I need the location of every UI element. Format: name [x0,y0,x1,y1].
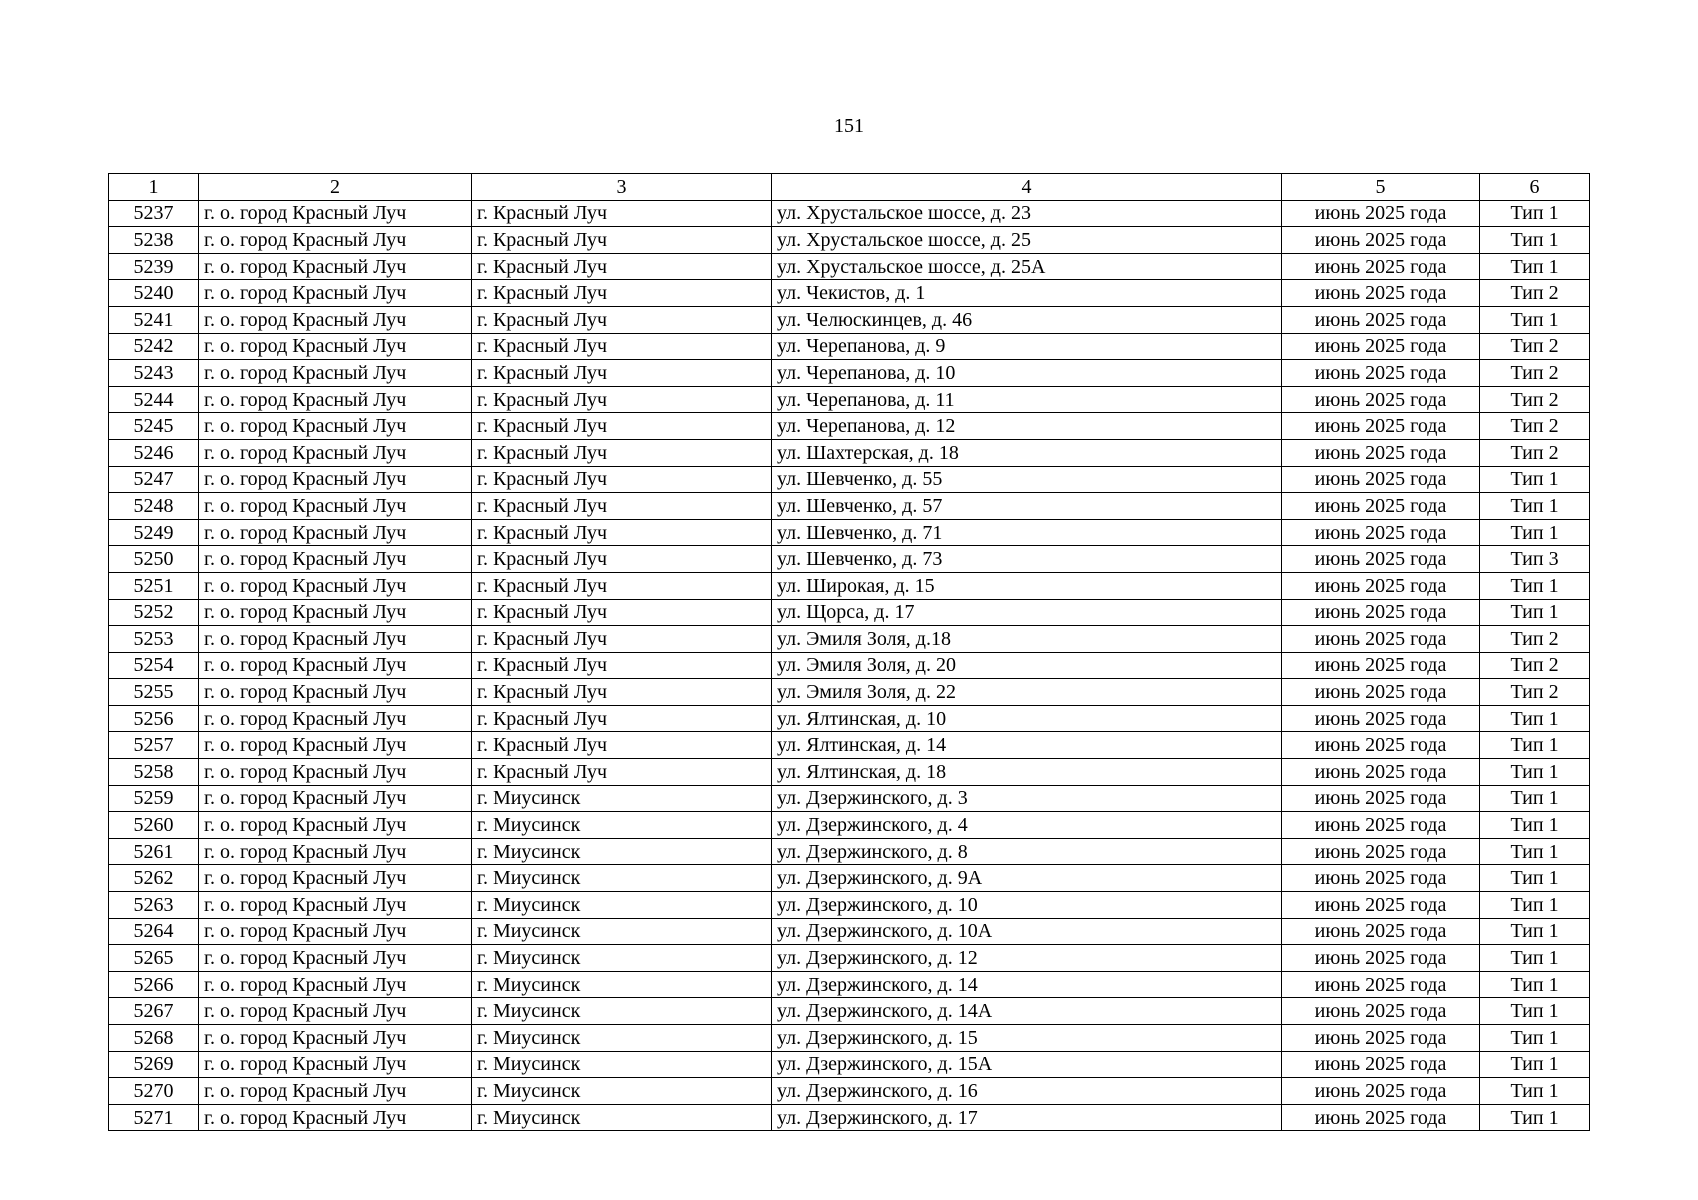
table-row [109,679,1590,706]
cell-municipality: г. о. город Красный Луч [199,838,472,865]
cell-settlement: г. Красный Луч [472,253,772,280]
cell-type: Тип 1 [1480,812,1590,839]
cell-municipality: г. о. город Красный Луч [199,918,472,945]
cell-type: Тип 1 [1480,466,1590,493]
cell-settlement: г. Красный Луч [472,759,772,786]
cell-row-number: 5238 [109,227,199,254]
table-row [109,466,1590,493]
table-row [109,519,1590,546]
cell-municipality: г. о. город Красный Луч [199,892,472,919]
cell-address: ул. Дзержинского, д. 17 [772,1104,1282,1131]
cell-row-number: 5257 [109,732,199,759]
header-row [109,174,1590,201]
table-header [109,174,1590,201]
cell-settlement: г. Миусинск [472,1078,772,1105]
cell-address: ул. Черепанова, д. 11 [772,386,1282,413]
cell-settlement: г. Красный Луч [472,705,772,732]
cell-municipality: г. о. город Красный Луч [199,998,472,1025]
table-body [109,200,1590,1131]
cell-settlement: г. Красный Луч [472,626,772,653]
cell-municipality: г. о. город Красный Луч [199,280,472,307]
cell-municipality: г. о. город Красный Луч [199,546,472,573]
cell-settlement: г. Красный Луч [472,546,772,573]
cell-settlement: г. Красный Луч [472,493,772,520]
cell-address: ул. Дзержинского, д. 15А [772,1051,1282,1078]
cell-settlement: г. Красный Луч [472,280,772,307]
cell-settlement: г. Красный Луч [472,306,772,333]
cell-settlement: г. Миусинск [472,892,772,919]
cell-settlement: г. Красный Луч [472,732,772,759]
cell-type: Тип 2 [1480,652,1590,679]
cell-municipality: г. о. город Красный Луч [199,732,472,759]
cell-type: Тип 1 [1480,892,1590,919]
cell-type: Тип 1 [1480,572,1590,599]
cell-row-number: 5239 [109,253,199,280]
cell-row-number: 5245 [109,413,199,440]
cell-municipality: г. о. город Красный Луч [199,599,472,626]
cell-settlement: г. Миусинск [472,918,772,945]
cell-period: июнь 2025 года [1282,280,1480,307]
cell-period: июнь 2025 года [1282,1078,1480,1105]
cell-type: Тип 1 [1480,759,1590,786]
cell-row-number: 5246 [109,439,199,466]
cell-address: ул. Эмиля Золя, д. 20 [772,652,1282,679]
cell-period: июнь 2025 года [1282,333,1480,360]
cell-row-number: 5263 [109,892,199,919]
cell-settlement: г. Миусинск [472,998,772,1025]
table-row [109,785,1590,812]
cell-settlement: г. Миусинск [472,812,772,839]
cell-address: ул. Черепанова, д. 12 [772,413,1282,440]
cell-settlement: г. Красный Луч [472,572,772,599]
cell-address: ул. Дзержинского, д. 14 [772,971,1282,998]
cell-address: ул. Дзержинского, д. 3 [772,785,1282,812]
cell-settlement: г. Миусинск [472,1104,772,1131]
cell-type: Тип 1 [1480,1078,1590,1105]
cell-address: ул. Эмиля Золя, д.18 [772,626,1282,653]
cell-period: июнь 2025 года [1282,572,1480,599]
cell-period: июнь 2025 года [1282,546,1480,573]
cell-address: ул. Шевченко, д. 57 [772,493,1282,520]
cell-settlement: г. Красный Луч [472,413,772,440]
table-row [109,493,1590,520]
cell-municipality: г. о. город Красный Луч [199,572,472,599]
cell-address: ул. Хрустальское шоссе, д. 23 [772,200,1282,227]
cell-period: июнь 2025 года [1282,439,1480,466]
cell-row-number: 5259 [109,785,199,812]
cell-period: июнь 2025 года [1282,253,1480,280]
cell-settlement: г. Миусинск [472,838,772,865]
header-cell-6: 6 [1480,174,1590,201]
table-row [109,945,1590,972]
table-row [109,865,1590,892]
cell-address: ул. Дзержинского, д. 8 [772,838,1282,865]
cell-address: ул. Хрустальское шоссе, д. 25 [772,227,1282,254]
cell-type: Тип 1 [1480,838,1590,865]
cell-settlement: г. Красный Луч [472,227,772,254]
cell-period: июнь 2025 года [1282,227,1480,254]
table-row [109,1051,1590,1078]
cell-settlement: г. Миусинск [472,865,772,892]
cell-settlement: г. Миусинск [472,971,772,998]
table-row [109,1104,1590,1131]
cell-row-number: 5266 [109,971,199,998]
cell-address: ул. Ялтинская, д. 18 [772,759,1282,786]
table-row [109,892,1590,919]
cell-settlement: г. Красный Луч [472,466,772,493]
cell-municipality: г. о. город Красный Луч [199,227,472,254]
table-row [109,200,1590,227]
cell-municipality: г. о. город Красный Луч [199,759,472,786]
cell-municipality: г. о. город Красный Луч [199,386,472,413]
cell-period: июнь 2025 года [1282,306,1480,333]
table-row [109,546,1590,573]
cell-municipality: г. о. город Красный Луч [199,333,472,360]
cell-type: Тип 2 [1480,386,1590,413]
cell-municipality: г. о. город Красный Луч [199,466,472,493]
cell-municipality: г. о. город Красный Луч [199,306,472,333]
cell-municipality: г. о. город Красный Луч [199,519,472,546]
cell-address: ул. Дзержинского, д. 14А [772,998,1282,1025]
cell-period: июнь 2025 года [1282,386,1480,413]
cell-address: ул. Дзержинского, д. 12 [772,945,1282,972]
header-cell-2: 2 [199,174,472,201]
cell-type: Тип 1 [1480,306,1590,333]
cell-type: Тип 1 [1480,1025,1590,1052]
cell-row-number: 5270 [109,1078,199,1105]
table-row [109,599,1590,626]
header-cell-1: 1 [109,174,199,201]
cell-row-number: 5237 [109,200,199,227]
cell-settlement: г. Миусинск [472,1025,772,1052]
cell-row-number: 5271 [109,1104,199,1131]
cell-type: Тип 1 [1480,1051,1590,1078]
cell-address: ул. Эмиля Золя, д. 22 [772,679,1282,706]
cell-row-number: 5244 [109,386,199,413]
cell-address: ул. Челюскинцев, д. 46 [772,306,1282,333]
header-cell-5: 5 [1282,174,1480,201]
cell-period: июнь 2025 года [1282,971,1480,998]
cell-type: Тип 1 [1480,705,1590,732]
cell-row-number: 5247 [109,466,199,493]
cell-period: июнь 2025 года [1282,413,1480,440]
cell-settlement: г. Красный Луч [472,599,772,626]
cell-address: ул. Щорса, д. 17 [772,599,1282,626]
cell-address: ул. Шахтерская, д. 18 [772,439,1282,466]
cell-municipality: г. о. город Красный Луч [199,1025,472,1052]
cell-period: июнь 2025 года [1282,679,1480,706]
cell-row-number: 5252 [109,599,199,626]
table-row [109,652,1590,679]
cell-period: июнь 2025 года [1282,732,1480,759]
cell-row-number: 5253 [109,626,199,653]
cell-row-number: 5256 [109,705,199,732]
cell-municipality: г. о. город Красный Луч [199,626,472,653]
cell-period: июнь 2025 года [1282,1104,1480,1131]
cell-address: ул. Шевченко, д. 71 [772,519,1282,546]
cell-period: июнь 2025 года [1282,812,1480,839]
cell-row-number: 5248 [109,493,199,520]
cell-row-number: 5269 [109,1051,199,1078]
cell-period: июнь 2025 года [1282,865,1480,892]
cell-period: июнь 2025 года [1282,1025,1480,1052]
cell-settlement: г. Красный Луч [472,360,772,387]
table-row [109,838,1590,865]
cell-settlement: г. Красный Луч [472,519,772,546]
cell-address: ул. Хрустальское шоссе, д. 25А [772,253,1282,280]
table-row [109,732,1590,759]
cell-period: июнь 2025 года [1282,519,1480,546]
cell-row-number: 5265 [109,945,199,972]
cell-period: июнь 2025 года [1282,759,1480,786]
table-row [109,812,1590,839]
cell-address: ул. Широкая, д. 15 [772,572,1282,599]
table-row [109,360,1590,387]
cell-municipality: г. о. город Красный Луч [199,1104,472,1131]
cell-type: Тип 1 [1480,200,1590,227]
cell-type: Тип 1 [1480,519,1590,546]
table-row [109,306,1590,333]
cell-address: ул. Дзержинского, д. 9А [772,865,1282,892]
cell-row-number: 5242 [109,333,199,360]
table-row [109,705,1590,732]
table-row [109,971,1590,998]
cell-type: Тип 1 [1480,998,1590,1025]
cell-row-number: 5258 [109,759,199,786]
cell-type: Тип 1 [1480,253,1590,280]
cell-row-number: 5251 [109,572,199,599]
cell-municipality: г. о. город Красный Луч [199,971,472,998]
cell-settlement: г. Миусинск [472,945,772,972]
cell-row-number: 5249 [109,519,199,546]
cell-period: июнь 2025 года [1282,360,1480,387]
cell-address: ул. Дзержинского, д. 10А [772,918,1282,945]
cell-address: ул. Черепанова, д. 10 [772,360,1282,387]
cell-row-number: 5260 [109,812,199,839]
cell-period: июнь 2025 года [1282,785,1480,812]
cell-period: июнь 2025 года [1282,200,1480,227]
cell-type: Тип 1 [1480,785,1590,812]
cell-type: Тип 1 [1480,599,1590,626]
registry-table [108,173,1590,1131]
cell-period: июнь 2025 года [1282,705,1480,732]
cell-municipality: г. о. город Красный Луч [199,413,472,440]
cell-row-number: 5250 [109,546,199,573]
cell-period: июнь 2025 года [1282,945,1480,972]
table-row [109,998,1590,1025]
cell-municipality: г. о. город Красный Луч [199,785,472,812]
cell-municipality: г. о. город Красный Луч [199,253,472,280]
cell-row-number: 5241 [109,306,199,333]
cell-settlement: г. Красный Луч [472,652,772,679]
cell-row-number: 5268 [109,1025,199,1052]
cell-settlement: г. Красный Луч [472,679,772,706]
cell-address: ул. Дзержинского, д. 15 [772,1025,1282,1052]
table-row [109,1025,1590,1052]
cell-address: ул. Дзержинского, д. 4 [772,812,1282,839]
cell-row-number: 5262 [109,865,199,892]
table-row [109,759,1590,786]
cell-address: ул. Шевченко, д. 55 [772,466,1282,493]
cell-settlement: г. Миусинск [472,1051,772,1078]
cell-period: июнь 2025 года [1282,626,1480,653]
cell-type: Тип 2 [1480,679,1590,706]
table-row [109,413,1590,440]
cell-row-number: 5255 [109,679,199,706]
cell-period: июнь 2025 года [1282,599,1480,626]
cell-type: Тип 1 [1480,945,1590,972]
table-row [109,572,1590,599]
cell-type: Тип 1 [1480,732,1590,759]
cell-row-number: 5264 [109,918,199,945]
cell-type: Тип 1 [1480,227,1590,254]
cell-address: ул. Шевченко, д. 73 [772,546,1282,573]
cell-address: ул. Чекистов, д. 1 [772,280,1282,307]
cell-settlement: г. Красный Луч [472,439,772,466]
cell-type: Тип 3 [1480,546,1590,573]
cell-period: июнь 2025 года [1282,918,1480,945]
cell-period: июнь 2025 года [1282,838,1480,865]
header-cell-3: 3 [472,174,772,201]
table-row [109,626,1590,653]
table-row [109,227,1590,254]
table-row [109,253,1590,280]
cell-municipality: г. о. город Красный Луч [199,493,472,520]
cell-type: Тип 2 [1480,280,1590,307]
cell-municipality: г. о. город Красный Луч [199,865,472,892]
cell-municipality: г. о. город Красный Луч [199,200,472,227]
cell-type: Тип 2 [1480,626,1590,653]
cell-address: ул. Дзержинского, д. 16 [772,1078,1282,1105]
cell-address: ул. Ялтинская, д. 14 [772,732,1282,759]
cell-row-number: 5267 [109,998,199,1025]
cell-municipality: г. о. город Красный Луч [199,360,472,387]
cell-municipality: г. о. город Красный Луч [199,439,472,466]
cell-period: июнь 2025 года [1282,466,1480,493]
cell-type: Тип 1 [1480,971,1590,998]
cell-period: июнь 2025 года [1282,493,1480,520]
cell-type: Тип 1 [1480,493,1590,520]
cell-row-number: 5254 [109,652,199,679]
cell-period: июнь 2025 года [1282,892,1480,919]
table-row [109,1078,1590,1105]
page-number: 151 [834,115,864,137]
cell-municipality: г. о. город Красный Луч [199,1078,472,1105]
table-row [109,333,1590,360]
cell-address: ул. Ялтинская, д. 10 [772,705,1282,732]
table-row [109,280,1590,307]
cell-period: июнь 2025 года [1282,998,1480,1025]
cell-row-number: 5240 [109,280,199,307]
cell-municipality: г. о. город Красный Луч [199,679,472,706]
cell-settlement: г. Миусинск [472,785,772,812]
cell-period: июнь 2025 года [1282,652,1480,679]
cell-settlement: г. Красный Луч [472,333,772,360]
cell-municipality: г. о. город Красный Луч [199,812,472,839]
cell-type: Тип 1 [1480,865,1590,892]
cell-municipality: г. о. город Красный Луч [199,652,472,679]
cell-type: Тип 2 [1480,413,1590,440]
cell-settlement: г. Красный Луч [472,200,772,227]
table-row [109,386,1590,413]
cell-period: июнь 2025 года [1282,1051,1480,1078]
cell-type: Тип 1 [1480,1104,1590,1131]
cell-address: ул. Дзержинского, д. 10 [772,892,1282,919]
cell-settlement: г. Красный Луч [472,386,772,413]
cell-type: Тип 2 [1480,439,1590,466]
header-cell-4: 4 [772,174,1282,201]
cell-address: ул. Черепанова, д. 9 [772,333,1282,360]
cell-municipality: г. о. город Красный Луч [199,945,472,972]
cell-municipality: г. о. город Красный Луч [199,1051,472,1078]
cell-row-number: 5261 [109,838,199,865]
table-row [109,439,1590,466]
cell-row-number: 5243 [109,360,199,387]
cell-type: Тип 2 [1480,360,1590,387]
cell-type: Тип 1 [1480,918,1590,945]
table-row [109,918,1590,945]
cell-municipality: г. о. город Красный Луч [199,705,472,732]
cell-type: Тип 2 [1480,333,1590,360]
